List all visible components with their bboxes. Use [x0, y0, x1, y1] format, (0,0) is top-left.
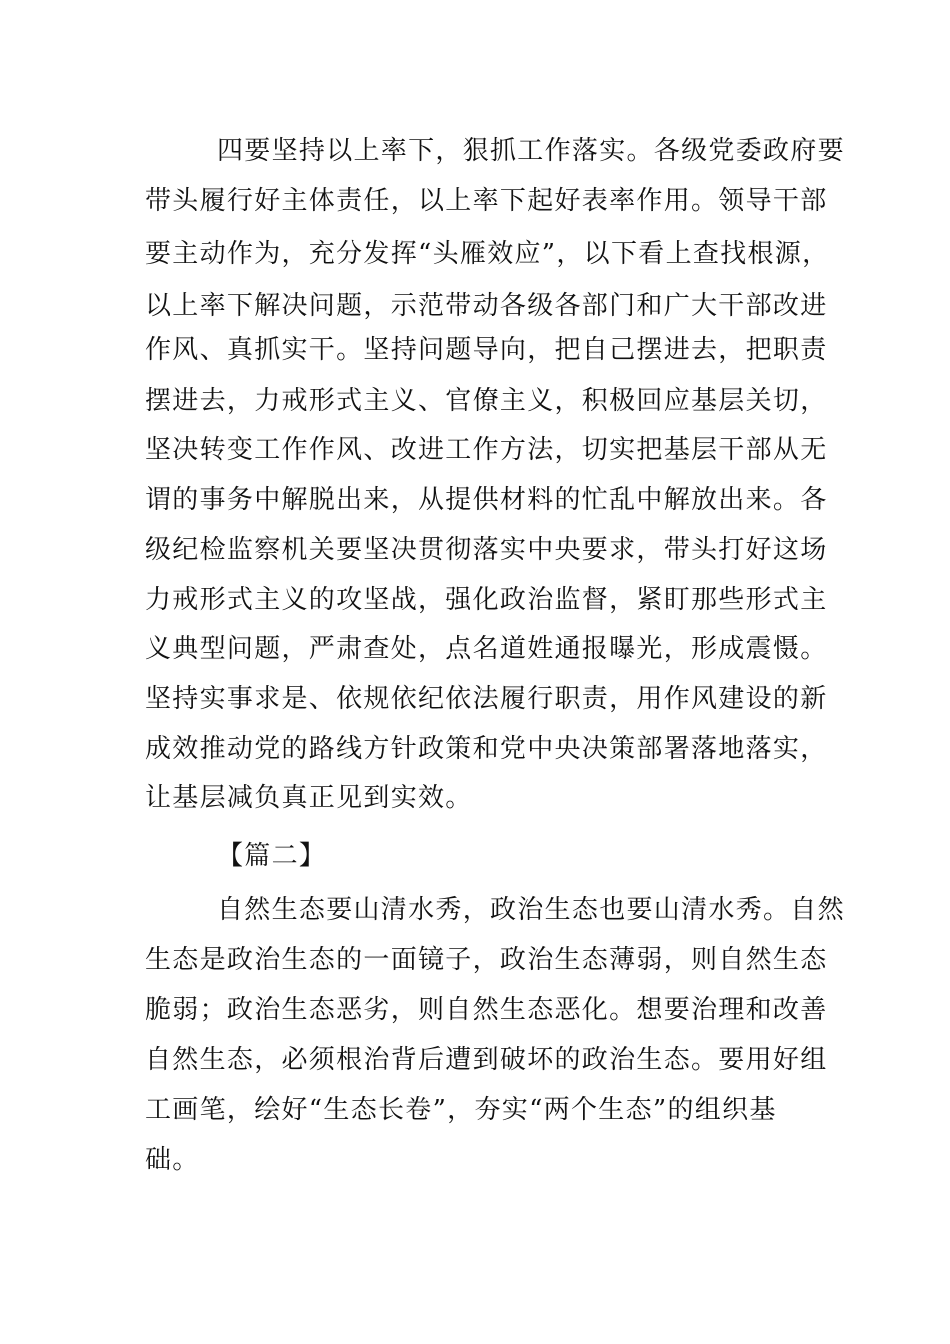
paragraph-1-line-8: 谓的事务中解脱出来，从提供材料的忙乱中解放出来。各 [145, 485, 828, 515]
paragraph-1-line-6: 摆进去，力戒形式主义、官僚主义，积极回应基层关切， [145, 386, 828, 416]
paragraph-2-line-5: 工画笔，绘好“生态长卷”，夯实“两个生态”的组织基 [145, 1095, 777, 1125]
paragraph-1-line-1: 四要坚持以上率下，狠抓工作落实。各级党委政府要 [217, 136, 845, 166]
paragraph-1-line-14: 让基层减负真正见到实效。 [145, 783, 473, 813]
paragraph-1-line-9: 级纪检监察机关要坚决贯彻落实中央要求，带头打好这场 [145, 535, 828, 565]
paragraph-1-line-5: 作风、真抓实干。坚持问题导向，把自己摆进去，把职责 [145, 335, 828, 365]
paragraph-1-line-4: 以上率下解决问题，示范带动各级各部门和广大干部改进 [145, 291, 828, 321]
paragraph-1-line-7: 坚决转变工作作风、改进工作方法，切实把基层干部从无 [145, 435, 828, 465]
paragraph-1-line-2: 带头履行好主体责任，以上率下起好表率作用。领导干部 [145, 186, 828, 216]
paragraph-1-line-10: 力戒形式主义的攻坚战，强化政治监督，紧盯那些形式主 [145, 585, 828, 615]
paragraph-1-line-13: 成效推动党的路线方针政策和党中央决策部署落地落实， [145, 734, 828, 764]
section-heading: 【篇二】 [217, 841, 327, 871]
paragraph-1-line-3: 要主动作为，充分发挥“头雁效应”，以下看上查找根源， [145, 239, 830, 269]
paragraph-2-line-3: 脆弱；政治生态恶劣，则自然生态恶化。想要治理和改善 [145, 995, 828, 1025]
paragraph-1-line-11: 义典型问题，严肃查处，点名道姓通报曝光，形成震慑。 [145, 634, 828, 664]
paragraph-2-line-1: 自然生态要山清水秀，政治生态也要山清水秀。自然 [217, 895, 845, 925]
paragraph-2-line-4: 自然生态，必须根治背后遭到破坏的政治生态。要用好组 [145, 1045, 828, 1075]
paragraph-2-line-2: 生态是政治生态的一面镜子，政治生态薄弱，则自然生态 [145, 945, 828, 975]
paragraph-1-line-12: 坚持实事求是、依规依纪依法履行职责，用作风建设的新 [145, 684, 828, 714]
paragraph-2-line-6: 础。 [145, 1145, 200, 1175]
